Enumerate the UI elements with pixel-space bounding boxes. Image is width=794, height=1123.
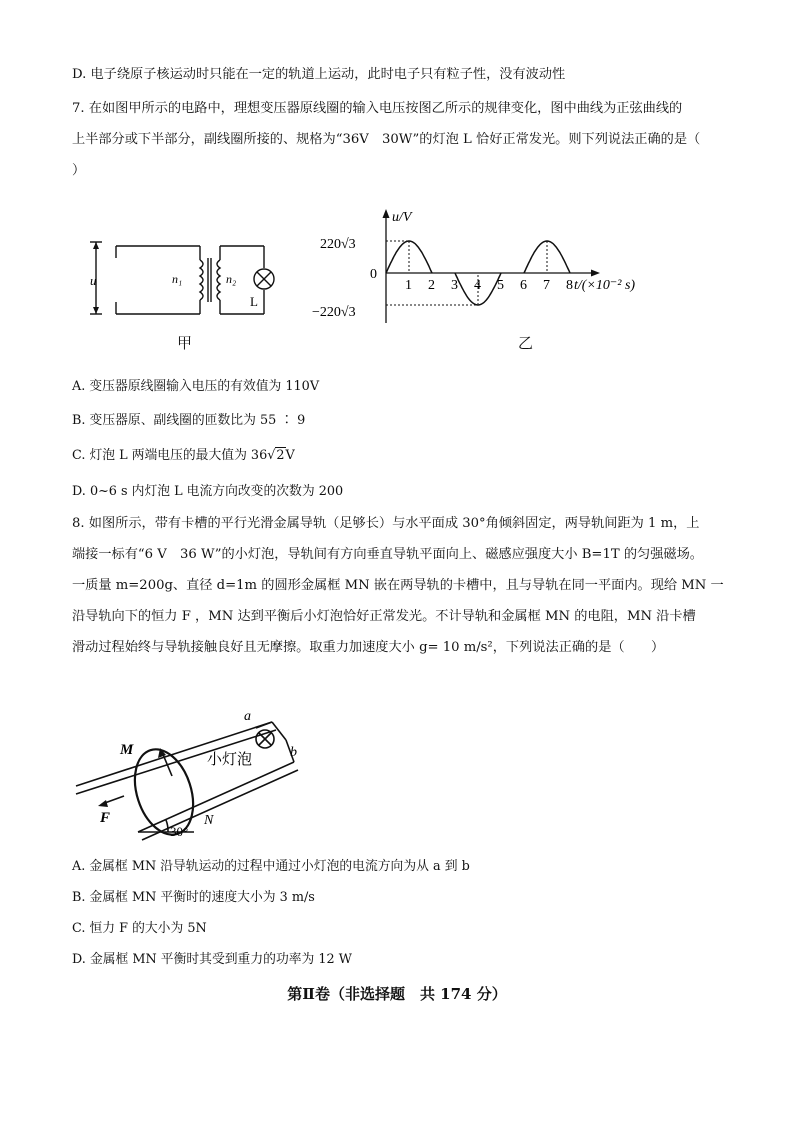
inclined-rails-figure xyxy=(72,700,312,845)
q7-option-c-radicand: 2 xyxy=(276,448,285,463)
q8-option-d[interactable]: D. 金属框 MN 平衡时其受到重力的功率为 12 W xyxy=(72,952,352,967)
input-voltage-label: u xyxy=(90,273,97,288)
origin-label: 0 xyxy=(370,267,377,282)
q8-stem-line1: 8. 如图所示，带有卡槽的平行光滑金属导轨（足够长）与水平面成 30°角倾斜固定，两导轨间距为 1 m，上 xyxy=(72,516,700,531)
x-tick-label: 7 xyxy=(543,278,550,293)
ring-label-m: M xyxy=(120,742,134,758)
x-tick-label: 8 xyxy=(566,278,573,293)
ring-label-n: N xyxy=(204,813,214,828)
x-tick-label: 1 xyxy=(405,278,412,293)
force-f-label: F xyxy=(100,810,111,826)
bulb-label: 小灯泡 xyxy=(207,752,253,768)
n1-label: n₁ xyxy=(172,272,183,286)
q7-option-b[interactable]: B. 变压器原、副线圈的匝数比为 55 ∶ 9 xyxy=(72,413,306,428)
q7-option-a[interactable]: A. 变压器原线圈输入电压的有效值为 110V xyxy=(72,379,320,394)
x-tick-label: 3 xyxy=(451,278,458,293)
q7-stem-line1: 7. 在如图甲所示的电路中，理想变压器原线圈的输入电压按图乙所示的规律变化，图中曲线为正弦曲线的 xyxy=(72,101,683,116)
q8-option-a[interactable]: A. 金属框 MN 沿导轨运动的过程中通过小灯泡的电流方向为从 a 到 b xyxy=(72,859,470,874)
lamp-label: L xyxy=(250,294,258,309)
previous-option-d: D. 电子绕原子核运动时只能在一定的轨道上运动，此时电子只有粒子性，没有波动性 xyxy=(72,67,566,82)
q8-stem-line5: 滑动过程始终与导轨接触良好且无摩擦。取重力加速度大小 g= 10 m/s²，下列说法正确的是（ ） xyxy=(72,640,665,655)
sqrt-symbol: √ xyxy=(267,448,276,463)
voltage-waveform-chart xyxy=(306,205,666,330)
x-tick-label: 6 xyxy=(520,278,527,293)
y-max-label: 220√3 xyxy=(320,237,356,252)
q8-stem-line3: 一质量 m=200g、直径 d=1m 的圆形金属框 MN 嵌在两导轨的卡槽中，且与导轨在同一平面内。现给 MN 一 xyxy=(72,578,724,593)
q8-stem-line4: 沿导轨向下的恒力 F ，MN 达到平衡后小灯泡恰好正常发光。不计导轨和金属框 MN 的电阻，MN 沿卡槽 xyxy=(72,609,696,624)
q8-option-b[interactable]: B. 金属框 MN 平衡时的速度大小为 3 m/s xyxy=(72,890,315,905)
q7-option-c-unit: V xyxy=(285,448,295,463)
q7-stem-line2: 上半部分或下半部分，副线圈所接的、规格为“36V 30W”的灯泡 L 恰好正常发光。则下列说法正确的是（ xyxy=(72,132,701,147)
terminal-b-label: b xyxy=(290,745,297,760)
figure-yi-caption: 乙 xyxy=(518,334,534,352)
incline-angle-label: 30° xyxy=(170,824,189,839)
y-axis-label: u/V xyxy=(392,210,412,225)
section-ii-title: 第Ⅱ卷（非选择题 共 174 分） xyxy=(287,985,507,1003)
terminal-a-label: a xyxy=(244,709,251,724)
q7-stem-line3: ） xyxy=(72,163,86,178)
q7-option-c[interactable] xyxy=(72,447,295,465)
q8-option-c[interactable]: C. 恒力 F 的大小为 5N xyxy=(72,921,207,936)
figure-jia-caption: 甲 xyxy=(177,334,193,352)
transformer-circuit-figure xyxy=(80,230,290,330)
n2-label: n₂ xyxy=(226,272,237,286)
x-tick-label: 5 xyxy=(497,278,504,293)
x-tick-label: 4 xyxy=(474,278,481,293)
y-min-label: −220√3 xyxy=(312,305,356,320)
x-axis-label: t/(×10⁻² s) xyxy=(574,278,636,293)
q8-stem-line2: 端接一标有“6 V 36 W”的小灯泡，导轨间有方向垂直导轨平面向上、磁感应强度大小 B=1T 的匀强磁场。 xyxy=(72,547,703,562)
x-tick-label: 2 xyxy=(428,278,435,293)
q7-option-d[interactable]: D. 0~6 s 内灯泡 L 电流方向改变的次数为 200 xyxy=(72,484,344,499)
q7-option-c-prefix: C. 灯泡 L 两端电压的最大值为 36 xyxy=(72,448,268,463)
